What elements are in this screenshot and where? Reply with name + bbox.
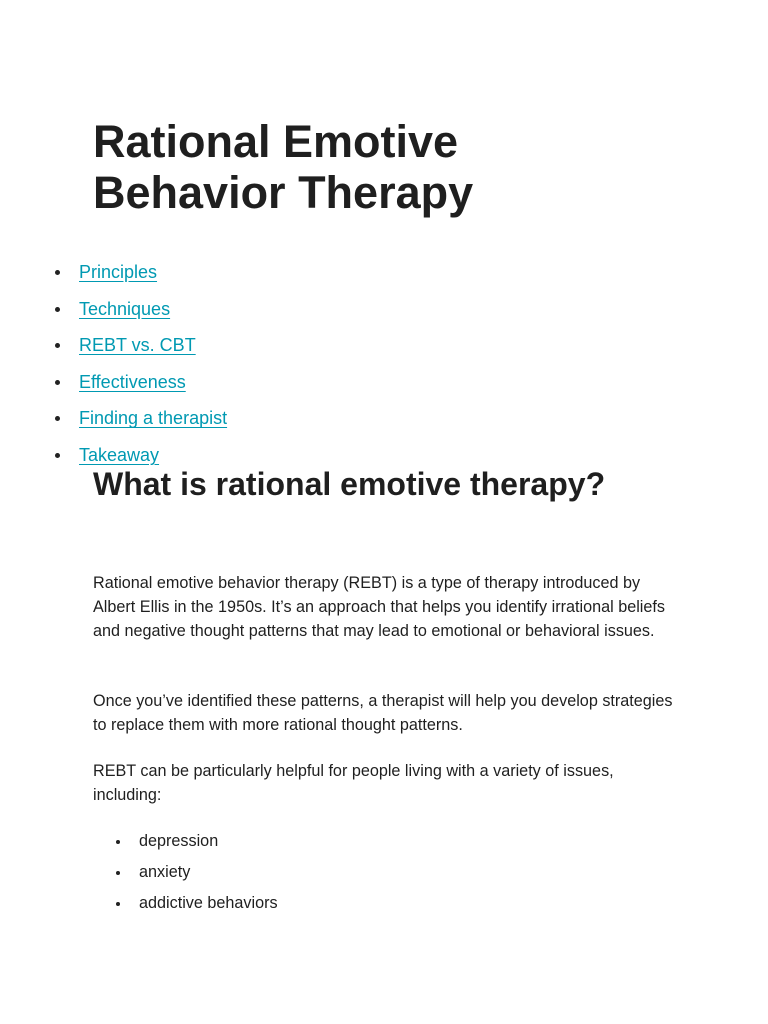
bullet-icon — [55, 343, 60, 348]
toc-item-principles — [0, 258, 227, 295]
page-title: Rational Emotive Behavior Therapy — [93, 116, 474, 218]
section-title: What is rational emotive therapy? — [93, 466, 606, 502]
issues-list — [0, 829, 278, 922]
bullet-icon — [116, 840, 120, 844]
bullet-icon — [55, 380, 60, 385]
issues-intro-paragraph: REBT can be particularly helpful for people living with a variety of issues, including: — [93, 762, 614, 804]
toc-item-effectiveness — [0, 368, 227, 405]
patterns-paragraph: Once you’ve identified these patterns, a therapist will help you develop strategies to replace them with more rational thought patterns. — [93, 692, 673, 734]
issue-label: depression — [139, 832, 219, 850]
list-item — [0, 891, 278, 922]
bullet-icon — [55, 307, 60, 312]
bullet-icon — [55, 416, 60, 421]
bullet-icon — [116, 902, 120, 906]
toc-item-finding-a-therapist — [0, 404, 227, 441]
table-of-contents — [0, 258, 227, 478]
toc-link-rebt-vs-cbt[interactable]: REBT vs. CBT — [79, 335, 196, 356]
bullet-icon — [116, 871, 120, 875]
issue-label: addictive behaviors — [139, 894, 278, 912]
toc-link-principles[interactable]: Principles — [79, 262, 158, 282]
toc-link-techniques[interactable]: Techniques — [79, 298, 171, 319]
intro-paragraph: Rational emotive behavior therapy (REBT) is a type of therapy introduced by Albert Ellis in the 1950s. It’s an approach that helps you identify irrational beliefs and negative thought patterns that may lead to emotional or behavioral issues. — [93, 574, 665, 640]
toc-link-finding-a-therapist[interactable]: Finding a therapist — [79, 408, 228, 429]
list-item — [0, 860, 278, 891]
bullet-icon — [55, 453, 60, 458]
bullet-icon — [55, 270, 60, 275]
toc-link-takeaway[interactable]: Takeaway — [79, 444, 160, 465]
toc-item-techniques — [0, 295, 227, 332]
toc-item-rebt-vs-cbt — [0, 331, 227, 368]
toc-link-effectiveness[interactable]: Effectiveness — [79, 371, 186, 392]
list-item — [0, 829, 278, 860]
issue-label: anxiety — [139, 863, 191, 881]
